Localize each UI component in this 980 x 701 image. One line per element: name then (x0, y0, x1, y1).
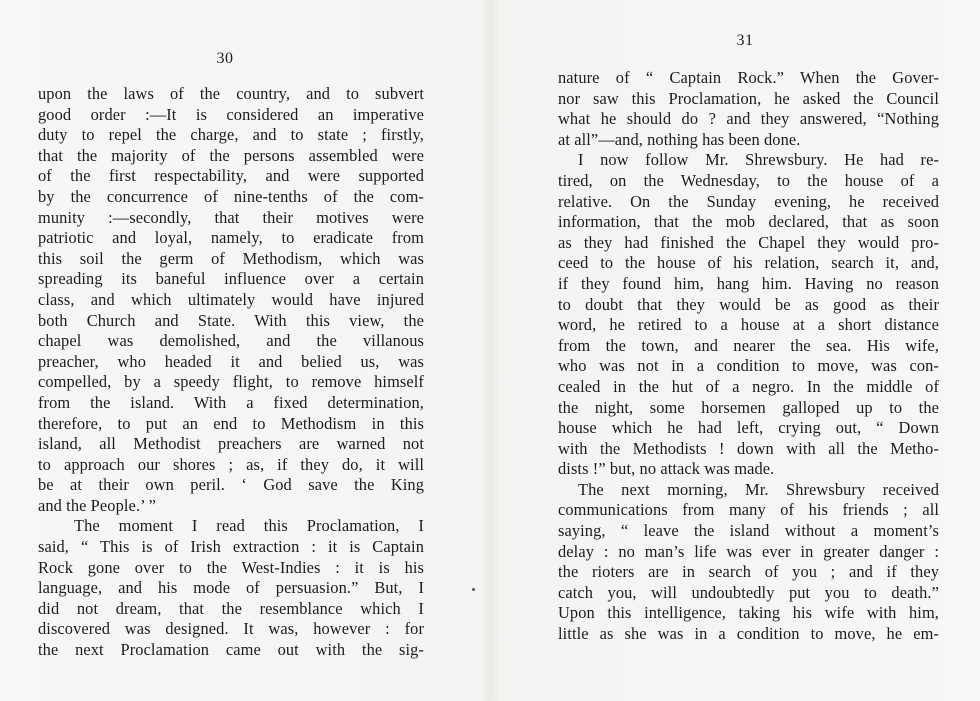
text-line: with the Methodists ! down with all the Metho- (558, 438, 939, 458)
text-line: the next Proclamation came out with the sig- (38, 640, 424, 660)
text-line: preacher, who headed it and belied us, was (38, 351, 424, 371)
text-line: little as she was in a condition to move, he em- (558, 624, 939, 644)
text-line: to approach our shores ; as, if they do, it will (38, 454, 424, 474)
text-line: compelled, by a speedy flight, to remove himself (38, 372, 424, 392)
text-line: tired, on the Wednesday, to the house of a (558, 170, 939, 190)
text-line: be at their own peril. ‘ God save the King (38, 475, 424, 495)
text-line: the night, some horsemen galloped up to the (558, 397, 939, 417)
page-number: 31 (736, 32, 754, 49)
text-line: of the first respectability, and were supported (38, 166, 424, 186)
text-line: the rioters are in search of you ; and if they (558, 562, 939, 582)
text-line: upon the laws of the country, and to subvert (38, 84, 424, 103)
print-speck (472, 588, 475, 591)
text-line: relative. On the Sunday evening, he received (558, 191, 939, 211)
text-line: from the island. With a fixed determination, (38, 392, 424, 412)
page-number: 30 (216, 50, 234, 67)
text-line: dists !” but, no attack was made. (558, 459, 775, 479)
text-line: house which he had left, crying out, “ Down (558, 418, 939, 438)
page-text (558, 68, 939, 645)
text-line: Rock gone over to the West-Indies : it is his (38, 557, 424, 577)
text-line: munity :—secondly, that their motives were (38, 207, 424, 227)
text-line: duty to repel the charge, and to state ; firstly, (38, 125, 424, 145)
text-line: chapel was demolished, and the villanous (38, 331, 424, 351)
paragraph-start-line: I now follow Mr. Shrewsbury. He had re- (578, 150, 939, 170)
text-line: both Church and State. With this view, the (38, 310, 424, 330)
text-line: patriotic and loyal, namely, to eradicate from (38, 228, 424, 248)
text-line: saying, “ leave the island without a moment’s (558, 521, 939, 541)
text-line: to doubt that they would be as good as their (558, 294, 939, 314)
text-line: island, all Methodist preachers are warned not (38, 434, 424, 454)
text-line: who was not in a condition to move, was con- (558, 356, 939, 376)
right-page (490, 0, 980, 701)
text-line: ceed to the house of his relation, search it, and, (558, 253, 939, 273)
text-line: at all”—and, nothing has been done. (558, 129, 801, 149)
text-line: catch you, will undoubtedly put you to death.” (558, 582, 939, 602)
text-line: did not dream, that the resemblance which I (38, 598, 424, 618)
text-line: if they found him, hang him. Having no reason (558, 273, 939, 293)
text-line: language, and his mode of persuasion.” But, I (38, 578, 424, 598)
paragraph-start-line: The next morning, Mr. Shrewsbury received (578, 479, 939, 499)
text-line: and the People.’ ” (38, 495, 157, 515)
text-line: communications from many of his friends ; all (558, 500, 939, 520)
text-line: that the majority of the persons assembled were (38, 145, 424, 165)
text-line: Upon this intelligence, taking his wife with him, (558, 603, 939, 623)
page-text (38, 84, 424, 661)
text-line: from the town, and nearer the sea. His wife, (558, 335, 939, 355)
text-line: said, “ This is of Irish extraction : it is Captain (38, 537, 424, 557)
text-line: as they had finished the Chapel they would pro- (558, 232, 939, 252)
paragraph-start-line: The moment I read this Proclamation, I (74, 516, 424, 536)
text-line: what he should do ? and they answered, “Nothing (558, 109, 939, 129)
text-line: therefore, to put an end to Methodism in this (38, 413, 424, 433)
text-line: information, that the mob declared, that as soon (558, 212, 939, 232)
text-line: word, he retired to a house at a short distance (558, 315, 939, 335)
text-line: cealed in the hut of a negro. In the middle of (558, 376, 939, 396)
text-line: delay : no man’s life was ever in greater danger : (558, 541, 939, 561)
text-line: this soil the germ of Methodism, which was (38, 248, 424, 268)
text-line: nor saw this Proclamation, he asked the Council (558, 88, 939, 108)
text-line: good order :—It is considered an imperative (38, 104, 424, 124)
text-line: nature of “ Captain Rock.” When the Gover- (558, 68, 939, 87)
text-line: discovered was designed. It was, however : for (38, 619, 424, 639)
text-line: by the concurrence of nine-tenths of the com- (38, 186, 424, 206)
text-line: class, and which ultimately would have injured (38, 289, 424, 309)
text-line: spreading its baneful influence over a certain (38, 269, 424, 289)
